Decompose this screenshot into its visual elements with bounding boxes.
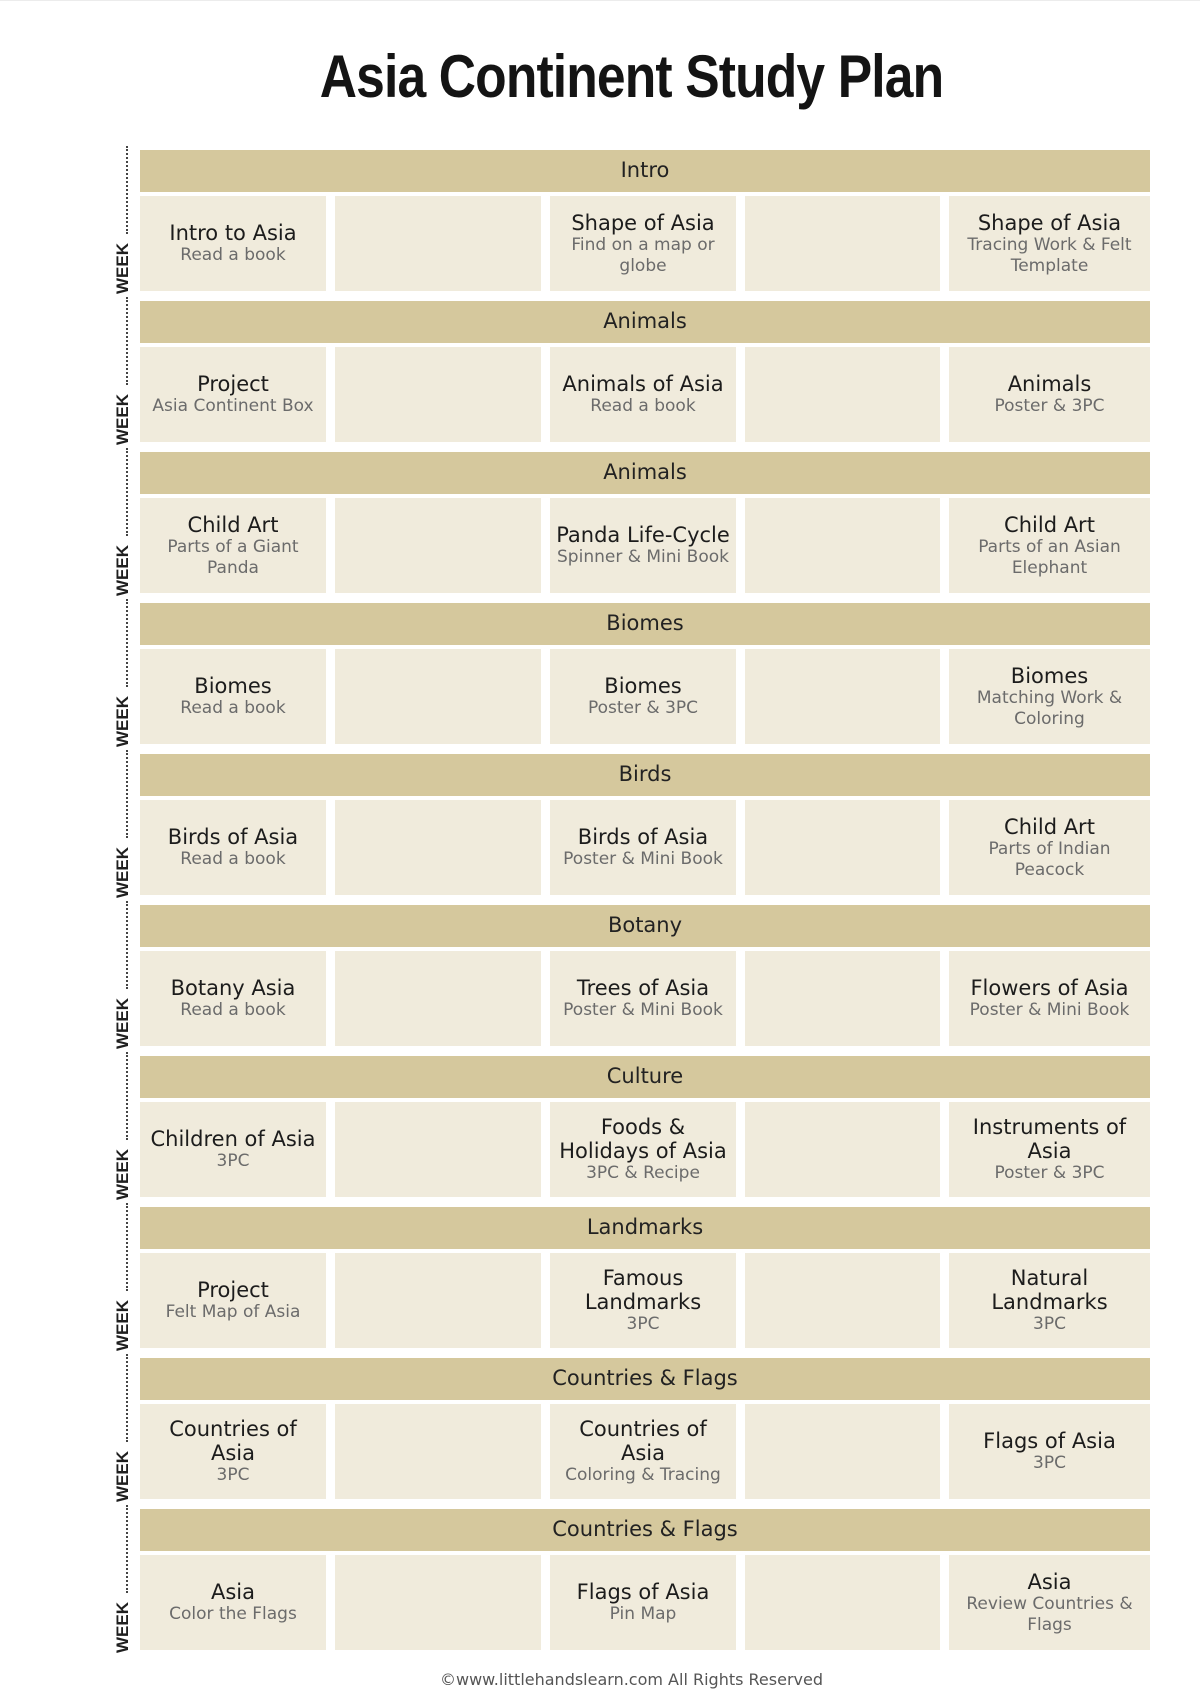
activity-subtitle: 3PC & Recipe: [586, 1163, 700, 1183]
week-label: [112, 1102, 134, 1200]
week-row: [0, 754, 1200, 898]
empty-cell: [335, 498, 541, 593]
activity-title: Shape of Asia: [977, 210, 1122, 235]
activity-cell: [140, 1555, 326, 1650]
week-row: [0, 905, 1200, 1049]
week-topic-header: Culture: [140, 1056, 1150, 1098]
activity-cell: [140, 1404, 326, 1499]
activity-title: Birds of Asia: [167, 825, 299, 849]
week-label: [112, 951, 134, 1049]
activity-cell: [140, 196, 326, 291]
activity-title: Biomes: [1010, 663, 1089, 688]
week-topic-header: Countries & Flags: [140, 1509, 1150, 1551]
activity-subtitle: Read a book: [180, 849, 286, 869]
week-label: [112, 1404, 134, 1502]
activity-cell: [949, 1253, 1150, 1348]
week-label-text: WEEK: [113, 394, 132, 445]
empty-cell: [745, 1555, 940, 1650]
empty-cell: [745, 1102, 940, 1197]
activity-subtitle: Poster & 3PC: [994, 396, 1105, 416]
activity-title: Flags of Asia: [983, 1429, 1116, 1453]
activity-title: Child Art: [1004, 814, 1095, 839]
activity-cell: [550, 196, 736, 291]
empty-cell: [745, 347, 940, 442]
activity-cell: [140, 951, 326, 1046]
activity-title: Flags of Asia: [576, 1580, 710, 1604]
empty-cell: [745, 196, 940, 291]
activity-subtitle: 3PC: [216, 1151, 250, 1171]
week-label: [112, 1253, 134, 1351]
empty-cell: [335, 196, 541, 291]
empty-cell: [745, 800, 940, 895]
week-topic-header: Biomes: [140, 603, 1150, 645]
activity-subtitle: Parts of an Asian Elephant: [978, 536, 1121, 578]
activity-subtitle: Pin Map: [609, 1604, 677, 1624]
activity-subtitle: Spinner & Mini Book: [557, 547, 729, 567]
activity-title: Children of Asia: [150, 1127, 316, 1151]
week-label: [112, 347, 134, 445]
empty-cell: [745, 1253, 940, 1348]
week-label: [112, 196, 134, 294]
activity-subtitle: Read a book: [590, 396, 696, 416]
activity-title: Project: [197, 372, 269, 396]
empty-cell: [745, 649, 940, 744]
activity-title: Animals of Asia: [562, 372, 724, 396]
activity-subtitle: 3PC: [1033, 1453, 1066, 1473]
activity-subtitle: Asia Continent Box: [152, 396, 314, 416]
activity-title: Flowers of Asia: [970, 976, 1129, 1000]
week-row: [0, 150, 1200, 294]
week-label-text: WEEK: [113, 696, 132, 747]
activity-subtitle: 3PC: [216, 1465, 250, 1485]
activity-title: Biomes: [194, 674, 272, 698]
activity-subtitle: Read a book: [180, 698, 286, 718]
week-row: [0, 603, 1200, 747]
week-label-text: WEEK: [113, 847, 132, 898]
activity-cell: [140, 498, 326, 593]
week-label-text: WEEK: [113, 243, 132, 294]
week-label-text: WEEK: [113, 545, 132, 596]
activity-cell: [140, 1253, 326, 1348]
week-label: [112, 800, 134, 898]
empty-cell: [745, 1404, 940, 1499]
activity-title: Child Art: [1004, 512, 1095, 537]
copyright-footer: ©www.littlehandslearn.com All Rights Reserved: [440, 1670, 823, 1689]
activity-cell: [550, 1555, 736, 1650]
week-label-text: WEEK: [113, 998, 132, 1049]
week-row: [0, 1358, 1200, 1502]
week-topic-header: Botany: [140, 905, 1150, 947]
activity-subtitle: Color the Flags: [169, 1604, 297, 1624]
activity-cell: [949, 498, 1150, 593]
activity-title: Countries of Asia: [169, 1417, 297, 1465]
week-topic-header: Animals: [140, 452, 1150, 494]
activity-cell: [949, 1102, 1150, 1197]
week-label-text: WEEK: [113, 1300, 132, 1351]
activity-cell: [550, 649, 736, 744]
activity-title: Project: [197, 1278, 269, 1302]
empty-cell: [335, 1404, 541, 1499]
empty-cell: [335, 1555, 541, 1650]
week-row: [0, 452, 1200, 596]
activity-subtitle: Find on a map or globe: [571, 234, 715, 276]
empty-cell: [745, 951, 940, 1046]
activity-subtitle: Coloring & Tracing: [565, 1465, 721, 1485]
week-label-text: WEEK: [113, 1602, 132, 1653]
week-row: [0, 1056, 1200, 1200]
week-label: [112, 498, 134, 596]
activity-cell: [949, 649, 1150, 744]
activity-cell: [140, 800, 326, 895]
activity-title: Shape of Asia: [571, 210, 715, 235]
activity-title: Birds of Asia: [577, 825, 709, 849]
activity-title: Animals: [1007, 372, 1092, 396]
activity-cell: [949, 347, 1150, 442]
empty-cell: [335, 800, 541, 895]
activity-subtitle: Review Countries & Flags: [966, 1593, 1133, 1635]
activity-title: Child Art: [187, 512, 279, 537]
activity-subtitle: Poster & Mini Book: [563, 1000, 723, 1020]
page-title: Asia Continent Study Plan: [319, 43, 944, 110]
activity-cell: [949, 951, 1150, 1046]
activity-subtitle: 3PC: [626, 1314, 660, 1334]
week-topic-header: Countries & Flags: [140, 1358, 1150, 1400]
top-border: [0, 0, 1200, 1]
activity-subtitle: Parts of Indian Peacock: [988, 838, 1111, 880]
activity-subtitle: Poster & Mini Book: [563, 849, 723, 869]
activity-cell: [949, 800, 1150, 895]
week-topic-header: Animals: [140, 301, 1150, 343]
activity-title: Trees of Asia: [576, 976, 710, 1000]
activity-cell: [550, 951, 736, 1046]
activity-title: Countries of Asia: [579, 1417, 707, 1465]
activity-title: Natural Landmarks: [991, 1266, 1108, 1314]
empty-cell: [335, 649, 541, 744]
activity-cell: [140, 1102, 326, 1197]
activity-title: Panda Life-Cycle: [556, 523, 730, 547]
empty-cell: [335, 1253, 541, 1348]
activity-subtitle: Poster & 3PC: [587, 698, 699, 718]
activity-title: Botany Asia: [170, 976, 296, 1000]
empty-cell: [745, 498, 940, 593]
activity-title: Asia: [1027, 1569, 1072, 1594]
activity-subtitle: Tracing Work & Felt Template: [967, 234, 1132, 276]
activity-cell: [550, 347, 736, 442]
empty-cell: [335, 951, 541, 1046]
activity-title: Foods & Holidays of Asia: [559, 1115, 727, 1163]
week-label-text: WEEK: [113, 1451, 132, 1502]
week-topic-header: Intro: [140, 150, 1150, 192]
activity-subtitle: Read a book: [180, 1000, 286, 1020]
activity-title: Intro to Asia: [169, 221, 297, 245]
activity-cell: [550, 1404, 736, 1499]
activity-cell: [949, 196, 1150, 291]
week-topic-header: Birds: [140, 754, 1150, 796]
week-label-text: WEEK: [113, 1149, 132, 1200]
activity-subtitle: Parts of a Giant Panda: [167, 536, 299, 578]
activity-subtitle: Poster & Mini Book: [969, 1000, 1130, 1020]
empty-cell: [335, 1102, 541, 1197]
activity-subtitle: Read a book: [180, 245, 286, 265]
week-label: [112, 649, 134, 747]
activity-title: Biomes: [604, 674, 682, 698]
activity-subtitle: Felt Map of Asia: [165, 1302, 301, 1322]
activity-cell: [550, 800, 736, 895]
activity-cell: [550, 1253, 736, 1348]
activity-title: Instruments of Asia: [972, 1115, 1127, 1163]
week-row: [0, 1207, 1200, 1351]
week-row: [0, 301, 1200, 445]
week-row: [0, 1509, 1200, 1653]
activity-subtitle: Matching Work & Coloring: [976, 687, 1123, 729]
activity-cell: [140, 347, 326, 442]
empty-cell: [335, 347, 541, 442]
activity-title: Asia: [210, 1580, 255, 1604]
activity-title: Famous Landmarks: [584, 1266, 702, 1314]
activity-cell: [140, 649, 326, 744]
week-topic-header: Landmarks: [140, 1207, 1150, 1249]
activity-cell: [949, 1404, 1150, 1499]
week-label: [112, 1555, 134, 1653]
activity-subtitle: Poster & 3PC: [994, 1163, 1105, 1183]
activity-cell: [550, 498, 736, 593]
activity-subtitle: 3PC: [1033, 1314, 1066, 1334]
activity-cell: [949, 1555, 1150, 1650]
activity-cell: [550, 1102, 736, 1197]
